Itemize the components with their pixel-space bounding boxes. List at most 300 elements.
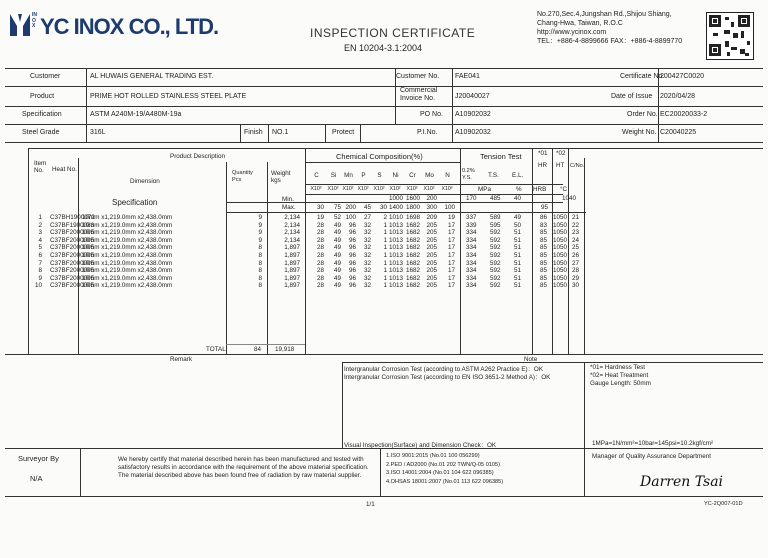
manager-label: Manager of Quality Assurance Department	[592, 453, 712, 460]
legend-hardness: *01= Hardness Test	[590, 364, 646, 371]
row-ht: 1050	[553, 259, 568, 267]
spec-min-chem-5: 1000	[388, 195, 403, 202]
spec-max-chem-6: 1800	[405, 204, 420, 211]
row-chem-s: 1	[383, 267, 387, 275]
chem-unit-s: X10³	[373, 186, 385, 192]
chem-unit-si: X10²	[327, 186, 339, 192]
note-line-2: Intergranular Corrosion Test (according to EN ISO 3651-2 Method A)：OK	[344, 374, 551, 381]
row-chem-ni: 1010	[388, 214, 403, 221]
product-description-header: Product Description	[170, 153, 225, 160]
row-heat-no: C37BF2000005	[50, 244, 95, 252]
row-heat-no: C37BF2000005	[50, 252, 95, 259]
mpa-header: MPa	[478, 186, 491, 193]
row-hrb: 85	[540, 244, 548, 252]
row-heat-no: C37BF2000005	[50, 267, 95, 275]
row-el: 51	[514, 259, 522, 267]
row-chem-mo: 209	[426, 214, 437, 221]
row-chem-ni: 1013	[388, 267, 403, 275]
customer-value: AL HUWAIS GENERAL TRADING EST.	[90, 73, 214, 80]
row-quantity: 9	[258, 236, 262, 244]
row-ys: 334	[466, 236, 477, 244]
row-ts: 592	[490, 236, 501, 244]
ht-header: HT	[556, 162, 565, 169]
row-ys: 334	[466, 282, 477, 290]
row-chem-p: 32	[363, 282, 371, 290]
row-heat-no: C37BF2000005	[50, 274, 95, 282]
pio-no-label: P.I.No.	[417, 129, 438, 136]
row-cno: 30	[572, 282, 580, 290]
company-address: No.270,Sec.4,Jungshan Rd.,Shijou Shiang, Chang-Hwa, Taiwan, R.O.C http://www.ycinox.com TEL：+886-4-8899666 FAX：+886-4-8899770	[537, 11, 683, 45]
row-ts: 589	[490, 214, 501, 221]
row-ys: 337	[466, 214, 477, 221]
order-no-value: EC20020033-2	[660, 111, 708, 118]
row-chem-mn: 96	[348, 244, 356, 252]
max-label: Max.	[282, 204, 296, 211]
row-quantity: 9	[258, 221, 262, 229]
customer-label: Customer	[30, 73, 61, 80]
row-item-no: 5	[38, 244, 42, 252]
row-chem-ni: 1013	[388, 252, 403, 259]
row-ys: 334	[466, 244, 477, 252]
row-heat-no: C37BF2000005	[50, 236, 95, 244]
spec-min-ts: 485	[490, 195, 501, 202]
finish-value: NO.1	[272, 129, 289, 136]
row-cno: 25	[572, 244, 580, 252]
row-ts: 592	[490, 274, 501, 282]
chem-unit-n: X10³	[441, 186, 453, 192]
row-chem-cr: 1682	[405, 236, 420, 244]
row-ht: 1050	[553, 274, 568, 282]
spec-min-el: 40	[514, 195, 522, 202]
row-ys: 334	[466, 252, 477, 259]
row-hrb: 85	[540, 252, 548, 259]
dimension-header: Dimension	[130, 178, 160, 185]
row-hrb: 85	[540, 267, 548, 275]
row-ht: 1050	[553, 282, 568, 290]
chem-element-mn: Mn	[344, 172, 353, 179]
surveyor-value: N/A	[30, 474, 43, 483]
row-chem-mo: 205	[426, 236, 437, 244]
total-label: TOTAL:	[206, 346, 228, 353]
row-quantity: 9	[258, 214, 262, 221]
hr-header: HR	[538, 162, 548, 169]
row-chem-n: 19	[447, 214, 455, 221]
row-ts: 592	[490, 244, 501, 252]
row-cno: 28	[572, 267, 580, 275]
row-hrb: 85	[540, 259, 548, 267]
chem-element-cr: Cr	[409, 172, 416, 179]
chem-element-si: Si	[330, 172, 337, 179]
row-chem-s: 1	[383, 236, 387, 244]
row-chem-si: 49	[333, 274, 341, 282]
spec-max-chem-3: 45	[363, 204, 371, 211]
row-chem-si: 52	[333, 214, 341, 221]
chemical-composition-header: Chemical Composition(%)	[336, 152, 423, 161]
row-chem-mn: 96	[348, 221, 356, 229]
row-chem-mn: 100	[345, 214, 356, 221]
row-chem-ni: 1013	[388, 229, 403, 237]
date-of-issue-value: 2020/04/28	[660, 93, 696, 100]
row-cno: 27	[572, 259, 580, 267]
row-dimension: 10mm x1,219.0mm x2,438.0mm	[82, 274, 173, 282]
row-hrb: 85	[540, 282, 548, 290]
weight-no-label: Weight No.	[622, 129, 657, 136]
customer-no-value: FAE041	[455, 73, 480, 80]
certificate-standard: EN 10204-3.1:2004	[344, 43, 423, 53]
row-ht: 1050	[553, 252, 568, 259]
row-chem-n: 17	[447, 267, 455, 275]
row-item-no: 7	[38, 259, 42, 267]
total-weight: 19,918	[275, 346, 295, 353]
row-chem-cr: 1682	[405, 221, 420, 229]
visual-inspection-note: Visual Inspection(Surface) and Dimension Check：OK	[344, 442, 497, 449]
specification-value: ASTM A240M-19/A480M-19a	[90, 111, 182, 118]
row-dimension: 10mm x1,219.0mm x2,438.0mm	[82, 236, 173, 244]
row-heat-no: C37BF2000005	[50, 229, 95, 237]
row-weight: 1,897	[284, 267, 300, 275]
form-code: YC-2Q007-01D	[704, 501, 743, 507]
row-chem-c: 28	[316, 229, 324, 237]
quantity-header: Quantity Pcs	[232, 170, 253, 183]
row-ht: 1050	[553, 214, 568, 221]
row-chem-s: 1	[383, 259, 387, 267]
row-chem-mo: 205	[426, 229, 437, 237]
chem-element-s: S	[377, 172, 382, 179]
row-ts: 592	[490, 229, 501, 237]
row-ts: 595	[490, 221, 501, 229]
hrb-header: HRB	[533, 186, 547, 193]
row-chem-ni: 1013	[388, 274, 403, 282]
legend-heat-treatment: *02= Heat Treatment	[590, 372, 649, 379]
row-weight: 2,134	[284, 236, 300, 244]
row-el: 51	[514, 252, 522, 259]
manager-signature: Darren Tsai	[640, 474, 724, 490]
row-ht: 1050	[553, 236, 568, 244]
row-weight: 1,897	[284, 259, 300, 267]
row-cno: 22	[572, 221, 580, 229]
row-chem-c: 28	[316, 236, 324, 244]
protect-label: Protect	[332, 129, 355, 136]
chem-unit-cr: X10²	[406, 186, 418, 192]
row-ys: 339	[466, 221, 477, 229]
row-quantity: 8	[258, 282, 262, 290]
weight-header: Weight kgs	[271, 170, 291, 184]
row-el: 51	[514, 244, 522, 252]
row-ys: 334	[466, 229, 477, 237]
row-chem-cr: 1682	[405, 252, 420, 259]
row-ys: 334	[466, 267, 477, 275]
row-el: 51	[514, 236, 522, 244]
row-chem-ni: 1013	[388, 259, 403, 267]
steel-grade-label: Steel Grade	[22, 129, 60, 136]
chem-unit-mo: X10²	[423, 186, 435, 192]
row-chem-s: 1	[383, 252, 387, 259]
row-ts: 592	[490, 259, 501, 267]
tension-test-header: Tension Test	[480, 152, 522, 161]
row-chem-n: 17	[447, 229, 455, 237]
spec-max-chem-0: 30	[316, 204, 324, 211]
row-chem-cr: 1682	[405, 282, 420, 290]
row-heat-no: C37BF2000005	[50, 282, 95, 290]
row-el: 49	[514, 214, 522, 221]
row-ys: 334	[466, 274, 477, 282]
chem-element-mo: Mo	[425, 172, 434, 179]
row-chem-p: 32	[363, 229, 371, 237]
row-chem-ni: 1013	[388, 221, 403, 229]
heat-no-header: Heat No.	[52, 166, 77, 173]
row-chem-p: 32	[363, 221, 371, 229]
row-chem-mo: 205	[426, 267, 437, 275]
row-chem-mn: 96	[348, 274, 356, 282]
row-chem-mo: 205	[426, 252, 437, 259]
qr-code-icon	[706, 12, 754, 60]
po-no-label: PO No.	[420, 111, 443, 118]
row-item-no: 6	[38, 252, 42, 259]
row-chem-n: 17	[447, 221, 455, 229]
row-chem-mo: 205	[426, 274, 437, 282]
min-label: Min.	[282, 196, 294, 203]
row-dimension: 10mm x1,219.0mm x2,438.0mm	[82, 229, 173, 237]
date-of-issue-label: Date of Issue	[611, 93, 653, 100]
total-qty: 84	[254, 346, 262, 353]
certification-statement: We hereby certify that material described herein has been manufactured and tested with satisfactory results in accordance with the requirement of the above material specification. The material described above has been found free of radiation by raw material supplier.	[118, 456, 369, 479]
row-chem-si: 49	[333, 244, 341, 252]
row-dimension: 10mm x1,219.0mm x2,438.0mm	[82, 214, 173, 221]
row-el: 50	[514, 221, 522, 229]
row-heat-no: C37BF1900083	[50, 221, 95, 229]
order-no-label: Order No.	[627, 111, 658, 118]
row-chem-cr: 1682	[405, 259, 420, 267]
row-el: 51	[514, 282, 522, 290]
row-hrb: 85	[540, 236, 548, 244]
row-dimension: 10mm x1,219.0mm x2,438.0mm	[82, 282, 173, 290]
row-cno: 23	[572, 229, 580, 237]
row-cno: 29	[572, 274, 580, 282]
row-weight: 2,134	[284, 221, 300, 229]
spec-max-chem-2: 200	[345, 204, 356, 211]
row-chem-c: 28	[316, 252, 324, 259]
row-chem-n: 17	[447, 259, 455, 267]
row-chem-mn: 96	[348, 236, 356, 244]
row-chem-p: 32	[363, 274, 371, 282]
star2-header: *02	[556, 150, 566, 157]
spec-max-chem-8: 100	[444, 204, 455, 211]
row-quantity: 8	[258, 274, 262, 282]
row-dimension: 10mm x1,219.0mm x2,438.0mm	[82, 252, 173, 259]
row-chem-s: 1	[383, 229, 387, 237]
chem-element-c: C	[314, 172, 319, 179]
legend-gauge-length: Gauge Length: 50mm	[590, 380, 651, 387]
row-item-no: 9	[38, 274, 42, 282]
specification-header: Specification	[112, 198, 158, 207]
row-chem-s: 1	[383, 244, 387, 252]
row-weight: 1,897	[284, 252, 300, 259]
row-chem-si: 49	[333, 229, 341, 237]
row-chem-s: 1	[383, 221, 387, 229]
row-chem-si: 49	[333, 221, 341, 229]
finish-label: Finish	[244, 129, 263, 136]
logo-vertical-text: INOX	[32, 12, 37, 29]
row-chem-mo: 205	[426, 282, 437, 290]
spec-max-chem-4: 30	[379, 204, 387, 211]
star1-header: *01	[538, 150, 548, 157]
row-ts: 592	[490, 282, 501, 290]
row-chem-cr: 1682	[405, 267, 420, 275]
chem-element-n: N	[445, 172, 450, 179]
row-heat-no: C37BF2000005	[50, 259, 95, 267]
spec-max-chem-7: 300	[426, 204, 437, 211]
row-chem-si: 49	[333, 252, 341, 259]
row-chem-mo: 205	[426, 244, 437, 252]
row-chem-c: 28	[316, 282, 324, 290]
row-weight: 2,134	[284, 214, 300, 221]
row-chem-n: 17	[447, 244, 455, 252]
pio-no-value: A10902032	[455, 129, 491, 136]
row-chem-mo: 205	[426, 259, 437, 267]
weight-no-value: C20040225	[660, 129, 697, 136]
row-ht: 1050	[553, 229, 568, 237]
row-chem-mn: 96	[348, 282, 356, 290]
row-chem-p: 32	[363, 267, 371, 275]
row-quantity: 8	[258, 259, 262, 267]
row-hrb: 83	[540, 221, 548, 229]
row-chem-mn: 96	[348, 252, 356, 259]
row-item-no: 4	[38, 236, 42, 244]
row-cno: 21	[572, 214, 580, 221]
row-chem-mo: 205	[426, 221, 437, 229]
row-chem-s: 2	[383, 214, 387, 221]
surveyor-label: Surveyor By	[18, 454, 59, 463]
spec-max-chem-5: 1400	[388, 204, 403, 211]
row-item-no: 10	[34, 282, 42, 290]
chem-element-ni: Ni	[392, 172, 399, 179]
el-header: E.L.	[512, 172, 524, 179]
row-chem-si: 49	[333, 259, 341, 267]
row-chem-s: 1	[383, 274, 387, 282]
row-chem-ni: 1013	[388, 244, 403, 252]
iso-certifications: 1.ISO 9001:2015 (No.01 100 056299) 2.PED / AD2000 (No.01 202 TWN/Q-05 0105) 3.ISO 14001:2004 (No.01 104 622 096385) 4.OHSAS 18001:2007 (No.01 113 622 096385)	[386, 453, 504, 485]
row-chem-n: 17	[447, 236, 455, 244]
row-chem-cr: 1682	[405, 244, 420, 252]
row-hrb: 85	[540, 229, 548, 237]
note-line-1: Intergranular Corrosion Test (according to ASTM A262 Practice E)：OK	[344, 366, 544, 373]
product-value: PRIME HOT ROLLED STAINLESS STEEL PLATE	[90, 93, 247, 100]
row-chem-c: 19	[316, 214, 324, 221]
row-chem-p: 32	[363, 244, 371, 252]
certificate-no-value: 200427C0020	[660, 73, 704, 80]
chem-unit-mn: X10²	[342, 186, 354, 192]
row-chem-p: 32	[363, 236, 371, 244]
row-chem-n: 17	[447, 252, 455, 259]
commercial-invoice-label: Commercial Invoice No.	[400, 87, 438, 102]
company-logo-text: YC INOX CO., LTD.	[40, 14, 219, 39]
row-chem-mn: 96	[348, 229, 356, 237]
row-weight: 1,897	[284, 282, 300, 290]
row-weight: 1,897	[284, 244, 300, 252]
steel-grade-value: 316L	[90, 129, 106, 136]
note-label: Note	[524, 356, 538, 363]
spec-min-chem-6: 1600	[405, 195, 420, 202]
row-chem-cr: 1698	[405, 214, 420, 221]
unit-conversion-note: 1MPa=1N/mm²=10bar=145psi=10.2kgf/cm²	[592, 440, 714, 447]
remark-label: Remark	[170, 356, 193, 363]
degc-header: °C	[560, 186, 568, 193]
row-item-no: 2	[38, 221, 42, 229]
certificate-no-label: Certificate No.	[620, 73, 665, 80]
row-chem-mn: 96	[348, 267, 356, 275]
row-chem-c: 28	[316, 244, 324, 252]
page-number: 1/1	[366, 501, 375, 508]
row-item-no: 3	[38, 229, 42, 237]
row-quantity: 8	[258, 267, 262, 275]
row-weight: 2,134	[284, 229, 300, 237]
row-chem-n: 17	[447, 282, 455, 290]
chem-unit-p: X10³	[357, 186, 369, 192]
row-dimension: 10mm x1,219.0mm x2,438.0mm	[82, 259, 173, 267]
spec-min-chem-7: 200	[426, 195, 437, 202]
row-ht: 1050	[553, 267, 568, 275]
row-hrb: 86	[540, 214, 548, 221]
row-dimension: 10mm x1,219.0mm x2,438.0mm	[82, 221, 173, 229]
row-dimension: 10mm x1,219.0mm x2,438.0mm	[82, 244, 173, 252]
row-quantity: 9	[258, 229, 262, 237]
ys-header: 0.2% Y.S.	[462, 168, 475, 181]
row-chem-cr: 1682	[405, 229, 420, 237]
chem-element-p: P	[361, 172, 366, 179]
row-chem-c: 28	[316, 221, 324, 229]
row-chem-s: 1	[383, 282, 387, 290]
row-hrb: 85	[540, 274, 548, 282]
row-chem-ni: 1013	[388, 282, 403, 290]
row-quantity: 8	[258, 252, 262, 259]
row-dimension: 10mm x1,219.0mm x2,438.0mm	[82, 267, 173, 275]
row-chem-n: 17	[447, 274, 455, 282]
customer-no-label: Customer No.	[396, 73, 440, 80]
item-no-header: Item No.	[34, 160, 47, 174]
row-chem-si: 49	[333, 267, 341, 275]
row-el: 51	[514, 229, 522, 237]
spec-max-hrb: 95	[541, 204, 549, 211]
row-el: 51	[514, 274, 522, 282]
row-chem-p: 32	[363, 252, 371, 259]
row-chem-ni: 1013	[388, 236, 403, 244]
ts-header: T.S.	[488, 172, 499, 179]
cno-header: C/No.	[570, 163, 585, 169]
company-logo-mark	[10, 14, 30, 36]
row-chem-si: 49	[333, 282, 341, 290]
po-no-value: A10902032	[455, 111, 491, 118]
row-chem-mn: 96	[348, 259, 356, 267]
row-ht: 1050	[553, 221, 568, 229]
row-ht: 1050	[553, 244, 568, 252]
row-chem-p: 32	[363, 259, 371, 267]
commercial-invoice-value: J20040027	[455, 93, 490, 100]
row-chem-c: 28	[316, 267, 324, 275]
row-item-no: 8	[38, 267, 42, 275]
chem-unit-ni: X10²	[389, 186, 401, 192]
specification-label: Specification	[22, 111, 62, 118]
row-chem-c: 28	[316, 274, 324, 282]
spec-min-ys: 170	[466, 195, 477, 202]
row-heat-no: C37BH1900072	[50, 214, 95, 221]
chem-unit-c: X10³	[310, 186, 322, 192]
row-quantity: 8	[258, 244, 262, 252]
pct-header: %	[516, 186, 522, 193]
row-chem-p: 27	[363, 214, 371, 221]
row-cno: 24	[572, 236, 580, 244]
row-chem-cr: 1682	[405, 274, 420, 282]
row-ts: 592	[490, 267, 501, 275]
